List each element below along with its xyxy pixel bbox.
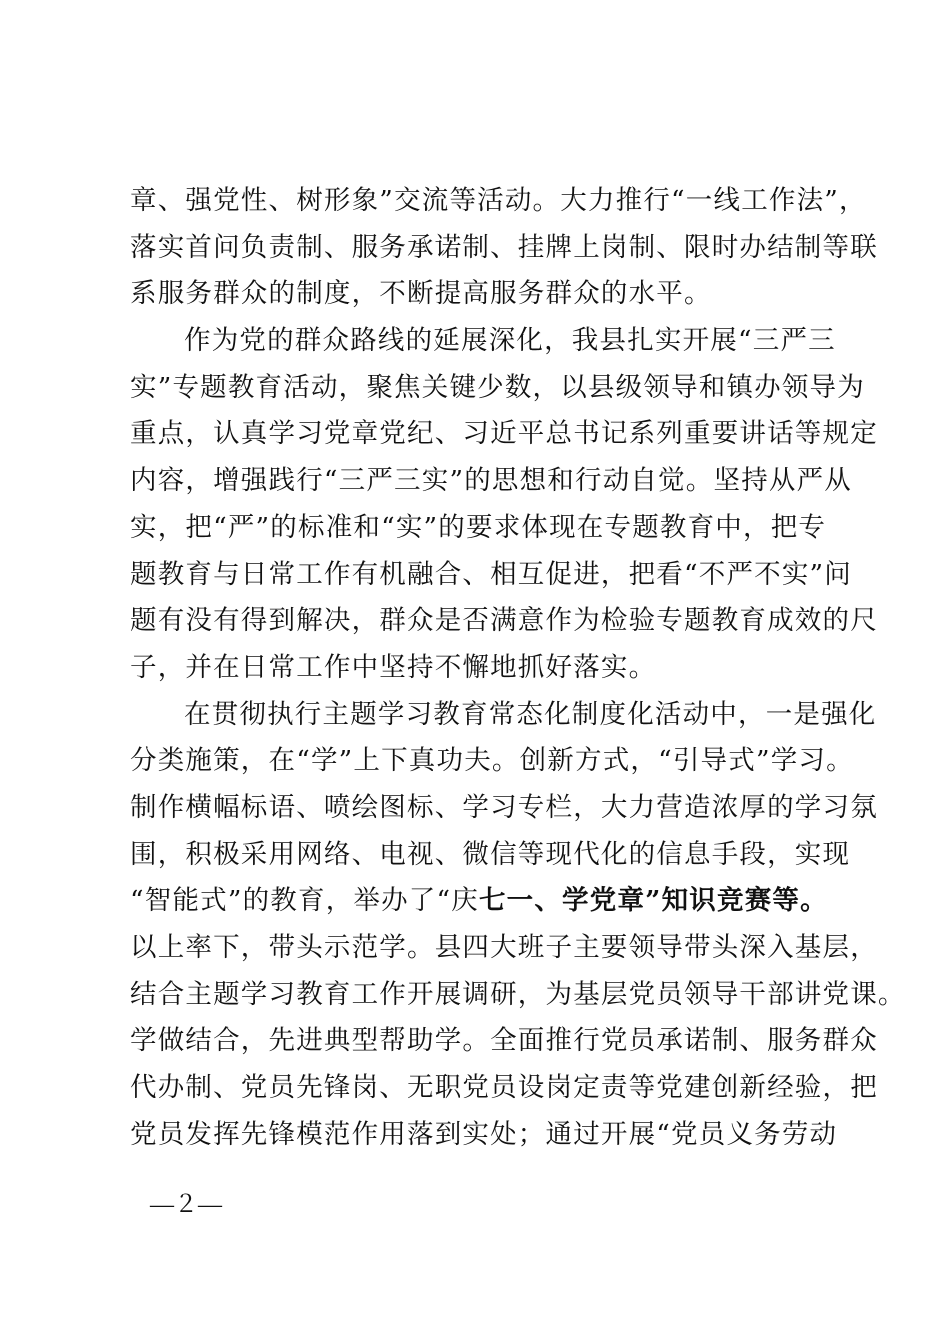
text-line: 党员发挥先锋模范作用落到实处；通过开展“党员义务劳动 [130,1118,838,1150]
text-line: 制作横幅标语、喷绘图标、学习专栏，大力营造浓厚的学习氛 [130,791,878,823]
text-line: 子，并在日常工作中坚持不懈地抓好落实。 [130,651,657,683]
text-line: 题有没有得到解决，群众是否满意作为检验专题教育成效的尺 [130,605,878,637]
text-line: 以上率下，带头示范学。县四大班子主要领导带头深入基层， [130,932,878,963]
text-line-mixed [130,878,830,925]
text-line: 章、强党性、树形象”交流等活动。大力推行“一线工作法”， [130,185,867,216]
text-line: 系服务群众的制度，不断提高服务群众的水平。 [130,278,712,310]
body-text [130,178,906,1158]
text-line: 代办制、党员先锋岗、无职党员设岗定责等党建创新经验，把 [130,1072,878,1104]
text-normal-segment: “智能式”的教育，举办了“庆 [130,885,479,917]
text-line: 实，把“严”的标准和“实”的要求体现在专题教育中，把专 [130,511,827,543]
paragraph-start-line: 在贯彻执行主题学习教育常态化制度化活动中，一是强化 [184,698,877,730]
text-line: 实”专题教育活动，聚焦关键少数，以县级领导和镇办领导为 [130,371,865,403]
text-line: 结合主题学习教育工作开展调研，为基层党员领导干部讲党课。 [130,978,906,1010]
text-line: 学做结合，先进典型帮助学。全面推行党员承诺制、服务群众 [130,1025,878,1057]
text-bold-segment: 七一、学党章”知识竞赛等。 [478,885,828,917]
text-line: 重点，认真学习党章党纪、习近平总书记系列重要讲话等规定 [130,418,878,450]
text-line: 落实首问负责制、服务承诺制、挂牌上岗制、限时办结制等联 [130,231,878,263]
text-line: 内容，增强践行“三严三实”的思想和行动自觉。坚持从严从 [130,465,852,497]
text-line: 分类施策，在“学”上下真功夫。创新方式，“引导式”学习。 [130,745,854,777]
text-line: 围，积极采用网络、电视、微信等现代化的信息手段，实现 [130,838,851,870]
text-line: 题教育与日常工作有机融合、相互促进，把看“不严不实”问 [130,558,852,590]
page-number: —２— [150,1192,222,1218]
paragraph-start-line: 作为党的群众路线的延展深化，我县扎实开展“三严三 [184,325,836,357]
